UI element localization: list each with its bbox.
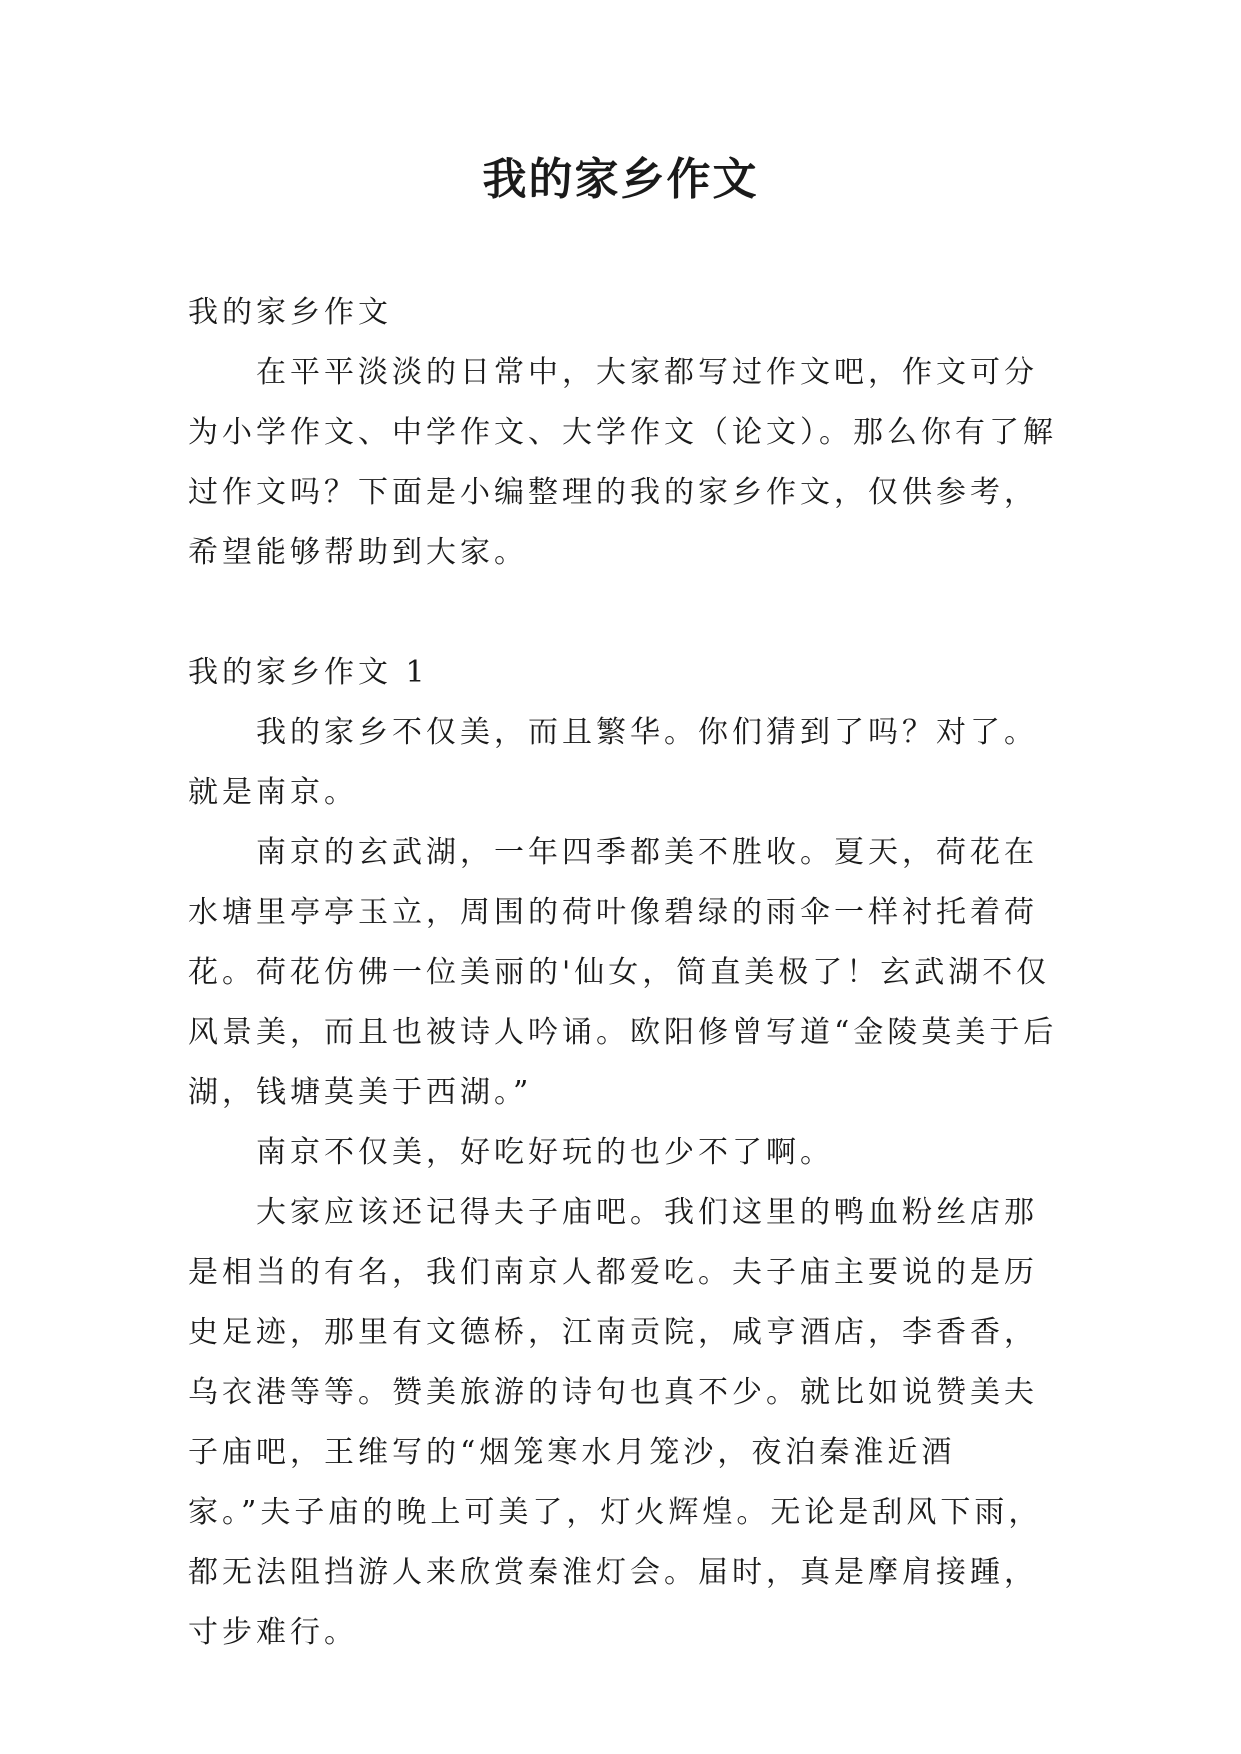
document-title: 我的家乡作文 [482,154,759,205]
section1-paragraph-3: 南京不仅美，好吃好玩的也少不了啊。 [256,1135,834,1170]
intro-paragraph: 在平平淡淡的日常中，大家都写过作文吧，作文可分为小学作文、中学作文、大学作文（论文）。那么你有了解过作文吗？下面是小编整理的我的家乡作文，仅供参考，希望能够帮助到大家。 [188,355,1057,570]
intro-heading: 我的家乡作文 [188,295,392,330]
section1-paragraph-4: 大家应该还记得夫子庙吧。我们这里的鸭血粉丝店那是相当的有名，我们南京人都爱吃。夫子庙主要说的是历史足迹，那里有文德桥，江南贡院，咸亨酒店，李香香，乌衣港等等。赞美旅游的诗句也真不少。就比如说赞美夫子庙吧，王维写的“烟笼寒水月笼沙，夜泊秦淮近酒家。”夫子庙的晚上可美了，灯火辉煌。无论是刮风下雨，都无法阻挡游人来欣赏秦淮灯会。届时，真是摩肩接踵，寸步难行。 [188,1195,1043,1650]
section-spacer [188,583,1058,643]
document-body [188,283,1058,1663]
section1-heading: 我的家乡作文 1 [188,655,429,690]
section1-paragraph-2: 南京的玄武湖，一年四季都美不胜收。夏天，荷花在水塘里亭亭玉立，周围的荷叶像碧绿的雨伞一样衬托着荷花。荷花仿佛一位美丽的'仙女，简直美极了！玄武湖不仅风景美，而且也被诗人吟诵。欧阳修曾写道“金陵莫美于后湖，钱塘莫美于西湖。” [188,835,1058,1110]
section1-paragraph-1: 我的家乡不仅美，而且繁华。你们猜到了吗？对了。就是南京。 [188,715,1038,810]
